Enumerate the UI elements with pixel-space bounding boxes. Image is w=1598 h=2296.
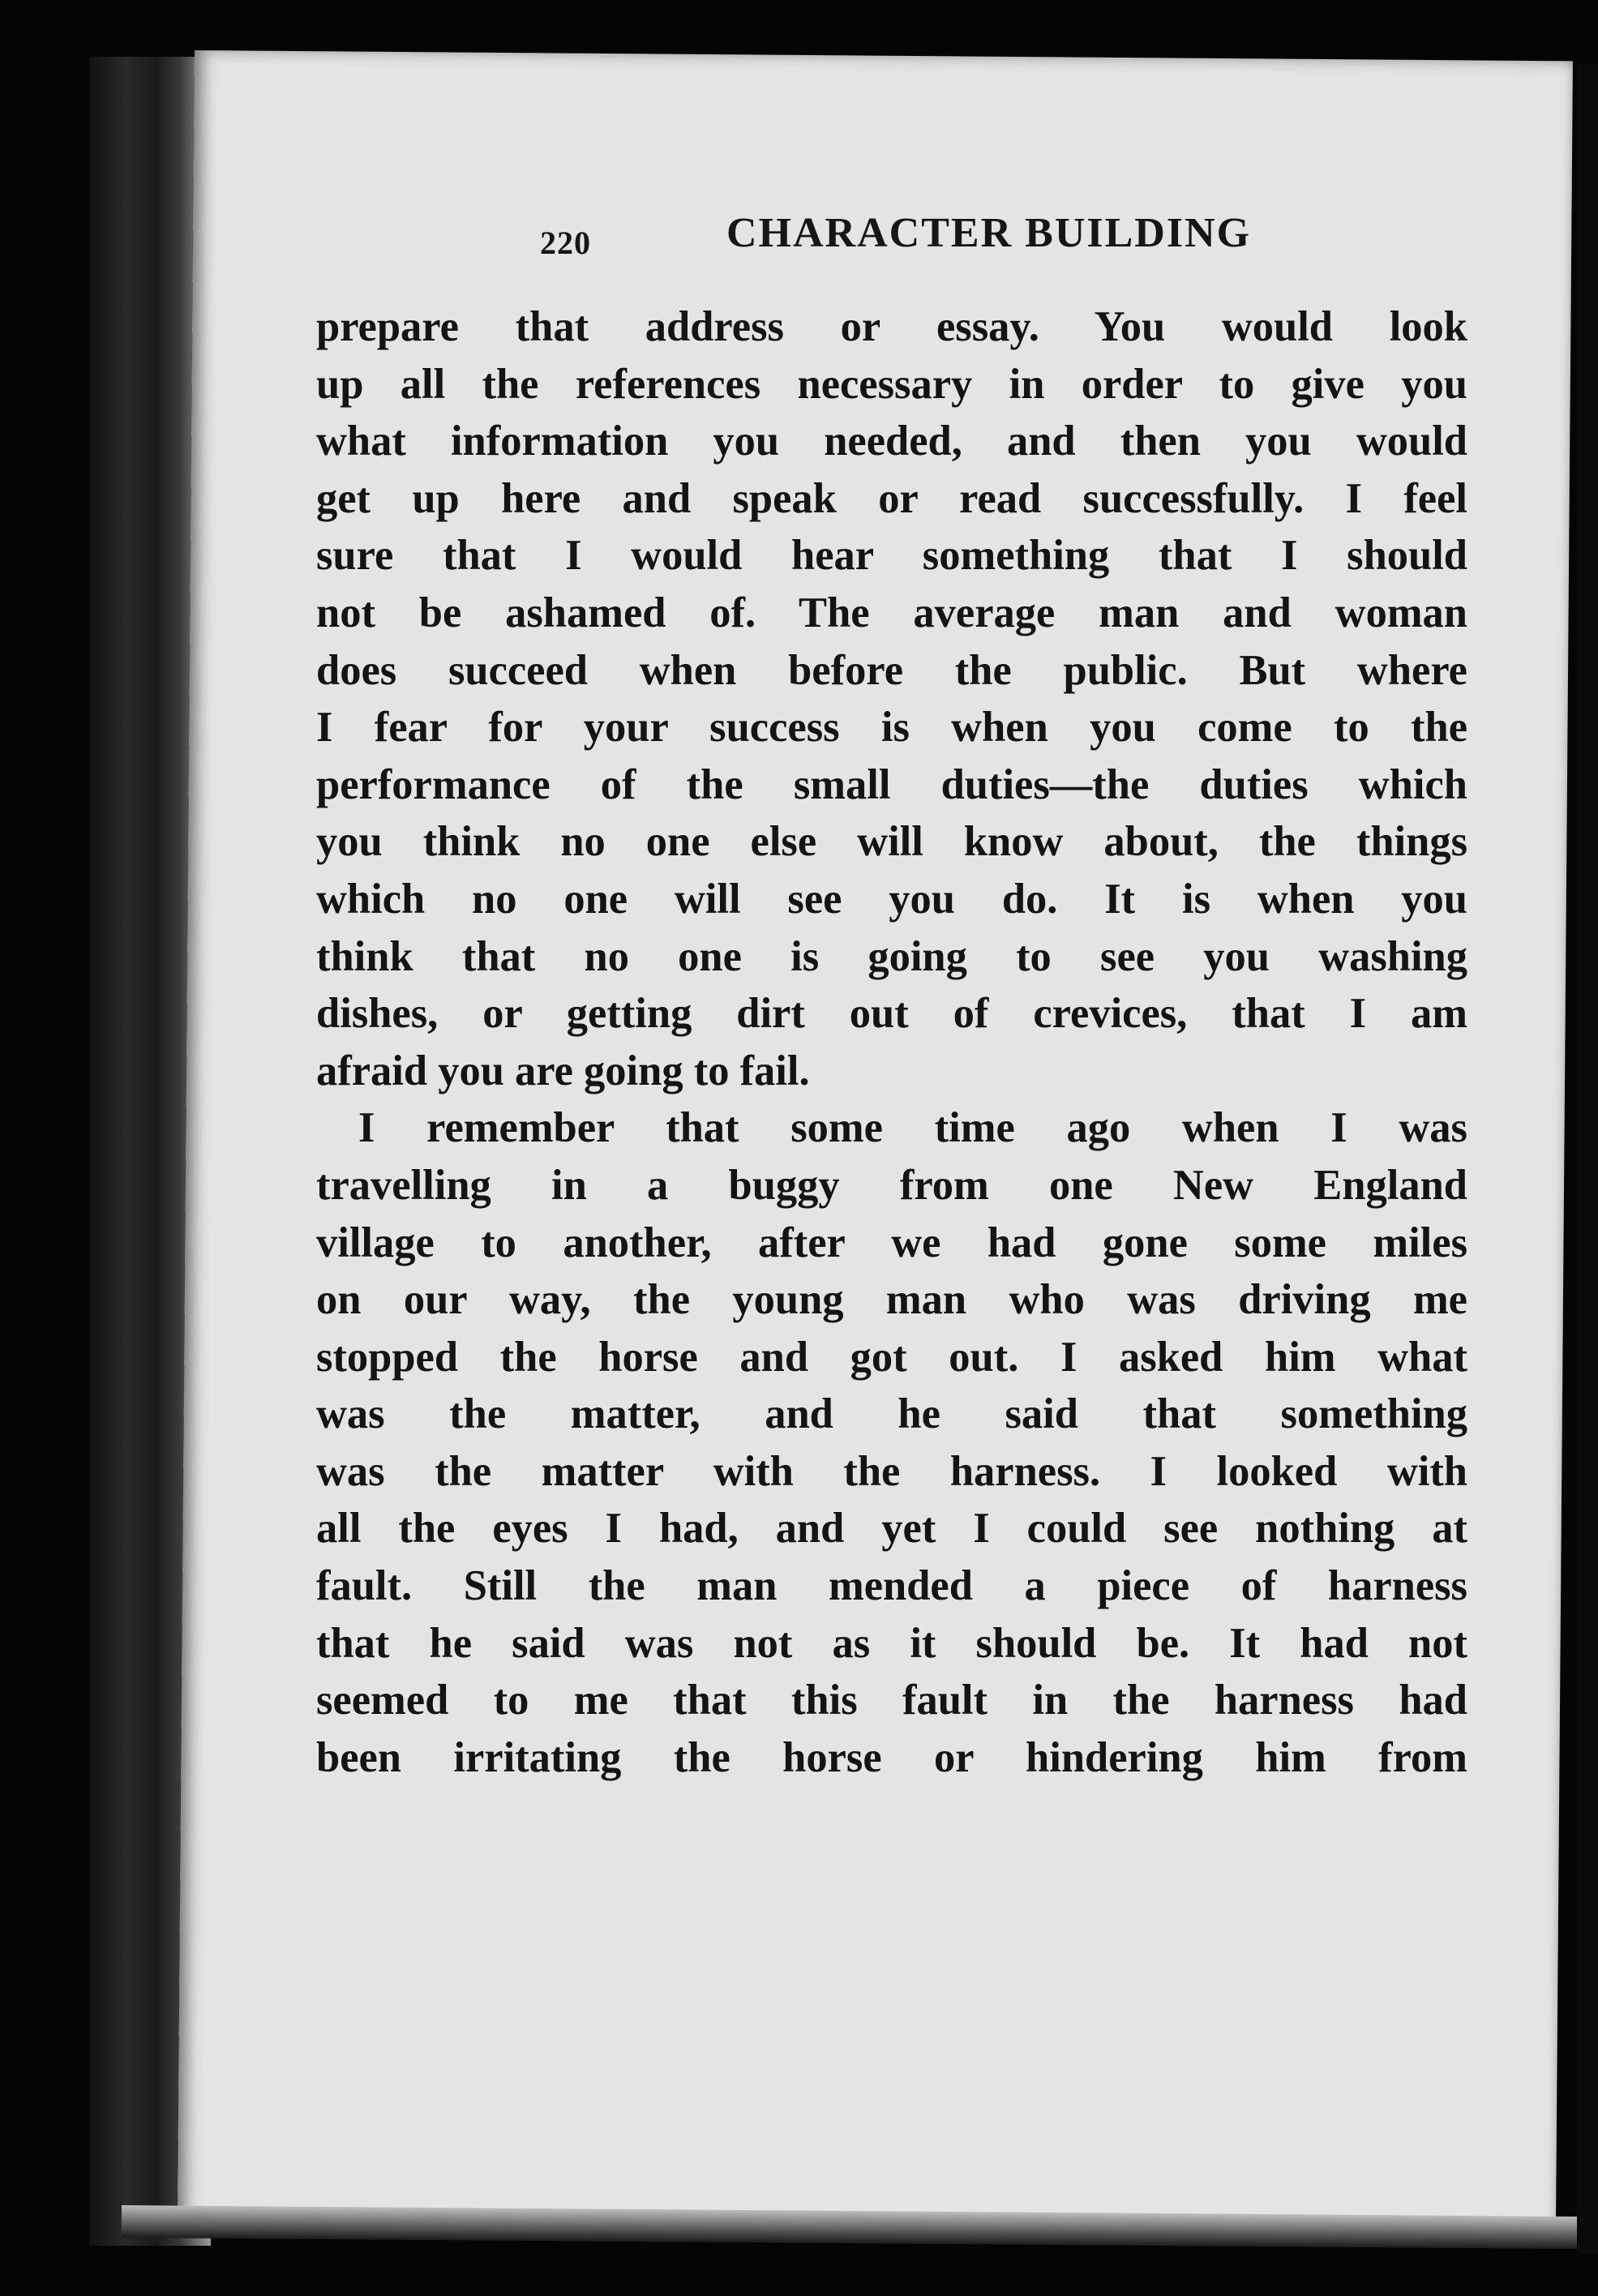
text-line: village to another, after we had gone some miles [316,1219,1467,1266]
text-line: that he said was not as it should be. It had not [316,1619,1467,1667]
text-line: performance of the small duties—the duties which [316,760,1467,808]
text-line: seemed to me that this fault in the harness had [316,1677,1467,1724]
page-number: 220 [540,225,591,261]
text-line: stopped the horse and got out. I asked him what [316,1333,1467,1381]
text-line: think that no one is going to see you washing [316,932,1467,980]
text-line: not be ashamed of. The average man and woman [316,589,1467,636]
text-line: was the matter with the harness. I looked with [316,1447,1467,1495]
text-line: prepare that address or essay. You would look [316,303,1467,350]
text-line: which no one will see you do. It is when you [316,875,1467,923]
text-line: what information you needed, and then you would [316,418,1467,465]
running-title: CHARACTER BUILDING [726,210,1252,256]
body-text [316,298,1467,1786]
text-line: does succeed when before the public. But where [316,646,1467,694]
text-line: been irritating the horse or hindering him from [316,1733,1467,1781]
text-line: get up here and speak or read successfully. I feel [316,474,1467,522]
text-line: sure that I would hear something that I should [316,532,1467,580]
page-right-edge [1577,65,1598,2254]
text-line: up all the references necessary in order to give you [316,360,1467,408]
text-line: fault. Still the man mended a piece of harness [316,1562,1467,1610]
text-line: all the eyes I had, and yet I could see nothing at [316,1505,1467,1553]
text-line-paragraph-end: afraid you are going to fail. [316,1047,810,1094]
text-line-paragraph-start: I remember that some time ago when I was [358,1104,1467,1152]
text-line: I fear for your success is when you come to the [316,704,1467,752]
text-line: travelling in a buggy from one New England [316,1161,1467,1209]
page-header [345,209,1480,274]
text-line: you think no one else will know about, the things [316,818,1467,866]
text-line: on our way, the young man who was driving me [316,1276,1467,1324]
text-line: was the matter, and he said that something [316,1390,1467,1438]
text-line: dishes, or getting dirt out of crevices, that I am [316,990,1467,1038]
